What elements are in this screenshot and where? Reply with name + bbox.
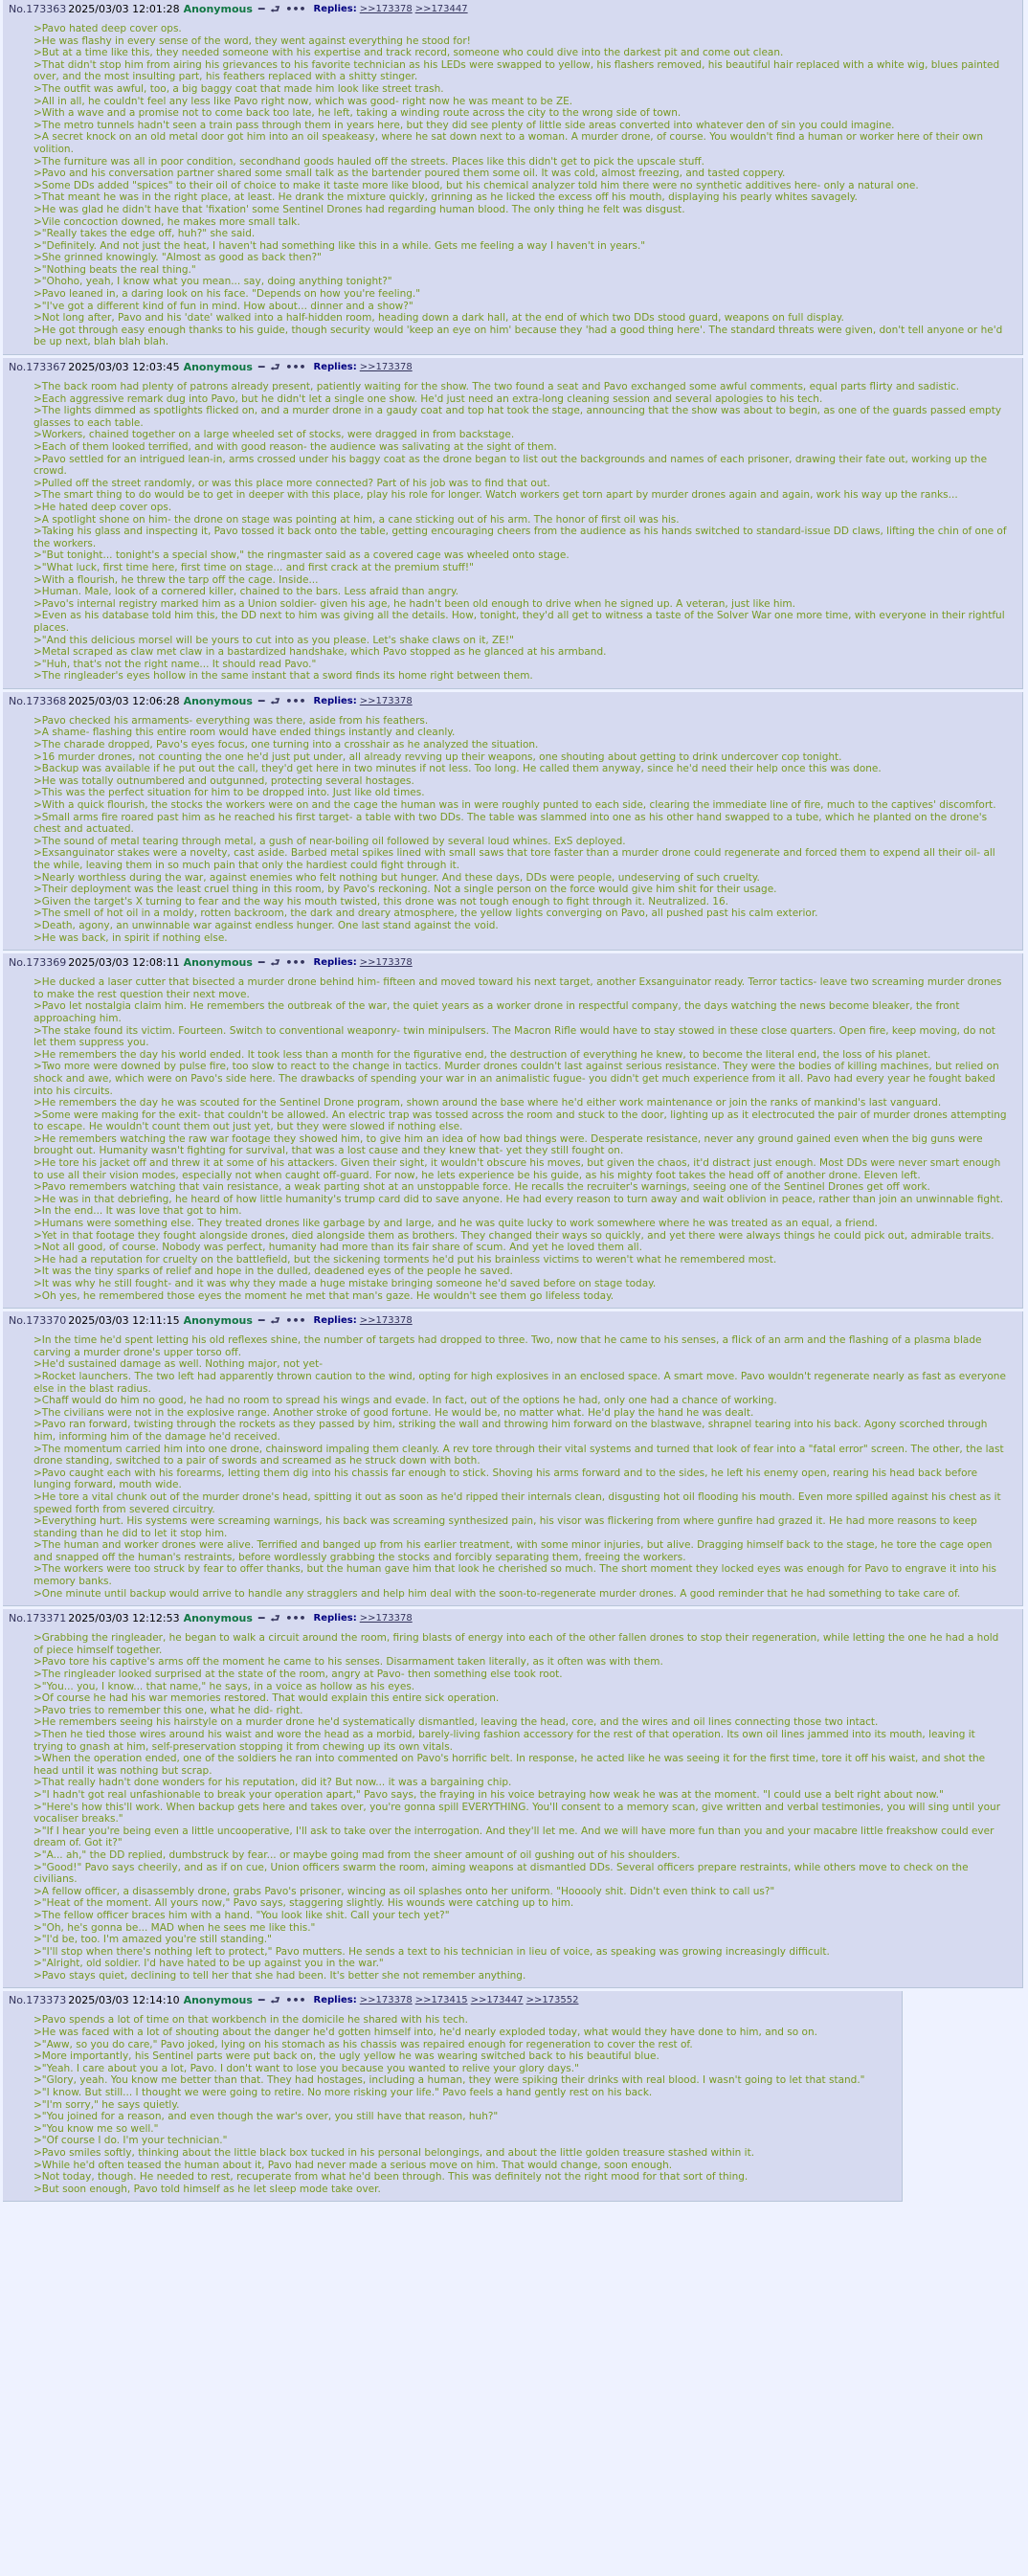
reply-link[interactable]: >>173378 [359, 362, 413, 373]
greentext-line: >"Yeah. I care about you a lot, Pavo. I don't want to lose you because you wanted to relive your glory days." [34, 2062, 579, 2074]
reply-link[interactable]: >>173378 [359, 1613, 413, 1624]
greentext-line: >He remembers watching the raw war footage they showed him, to give him an idea of how bad things were. Desperate resistance, never any ground gained even when the big guns were brought out. Humanity wasn't fighting for survival, that was a lost cause and they knew that- yet they still fought on. [34, 1132, 983, 1157]
greentext-line: >"What luck, first time here, first time on stage... and first crack at the premium stuff!" [34, 561, 474, 573]
more-icon[interactable]: ••• [285, 1314, 306, 1328]
greentext-line: >Even as his database told him this, the DD next to him was giving all the details. How, tonight, they'd all get to witness a taste of the Solver War one more time, with everyone in their rightful places. [34, 610, 1005, 634]
greentext-line: >The back room had plenty of patrons already present, patiently waiting for the show. The two found a seat and Pavo exchanged some awful comments, equal parts flirty and sadistic. [34, 381, 960, 393]
greentext-line: >But soon enough, Pavo told himself as he let sleep mode take over. [34, 2183, 381, 2195]
greentext-line: >The furniture was all in poor condition, secondhand goods hauled off the streets. Places like this didn't get to pick the upscale stuff. [34, 155, 704, 168]
greentext-line: >Metal scraped as claw met claw in a bastardized handshake, which Pavo stopped as he glanced at his armband. [34, 646, 607, 659]
greentext-line: >Their deployment was the least cruel thing in this room, by Pavo's reckoning. Not a single person on the force would give him shit for their usage. [34, 884, 777, 896]
greentext-line: >Nearly worthless during the war, against enemies who felt nothing but hunger. And these days, DDs were people, undeserving of such cruelty. [34, 871, 760, 884]
post-body [34, 715, 1007, 944]
greentext-line: >More importantly, his Sentinel parts were put back on, the ugly yellow he was wearing switched back to his beautiful blue. [34, 2050, 659, 2063]
greentext-line: >Pavo tore his captive's arms off the moment he came to his senses. Disarmament taken literally, as it often was with them. [34, 1656, 663, 1669]
greentext-line: >A shame- flashing this entire room would have ended things instantly and cleanly. [34, 727, 456, 739]
greentext-line: >He was faced with a lot of shouting about the danger he'd gotten himself into, he'd nearly exploded today, what would they have done to him, and so on. [34, 2027, 817, 2039]
post-header [9, 1993, 896, 2008]
greentext-line: >But at a time like this, they needed someone with his expertise and track record, someone who could dive into the darkest pit and come out clean. [34, 47, 784, 59]
greentext-line: >A secret knock on an old metal door got him into an oil speakeasy, where he sat down next to a woman. A murder drone, of course. You wouldn't find a human or worker here of their own volition. [34, 131, 984, 155]
greentext-line: >The ringleader's eyes hollow in the same instant that a sword finds its home right between them. [34, 670, 533, 683]
greentext-line: >The stake found its victim. Fourteen. Switch to conventional weaponry- twin minipulsers. The Macron Rifle would have to stay stowed in these close quarters. Open fire, keep moving, do not let them suppress you. [34, 1024, 995, 1049]
greentext-line: >"I'd be, too. I'm amazed you're still standing." [34, 1934, 272, 1946]
greentext-line: >Yet in that footage they fought alongside drones, died alongside them as brothers. They changed their ways so quickly, and yet there were always things he could pick out, admirable traits. [34, 1229, 994, 1242]
post-number-link[interactable]: No.173371 [9, 1612, 67, 1625]
reply-link[interactable]: >>173552 [525, 1995, 579, 2006]
greentext-line: >The ringleader looked surprised at the state of the room, angry at Pavo- then something else took root. [34, 1669, 563, 1681]
reply-link[interactable]: >>173378 [359, 1995, 413, 2006]
replies-label: Replies: [313, 1995, 357, 2006]
greentext-line: >Exsanguinator stakes were a novelty, cast aside. Barbed metal spikes lined with small saws that tore faster than a murder drone could regenerate and forced them to expend all their oil- all the while, leaving them in so much pain that only the hardiest could fight through it. [34, 847, 995, 871]
greentext-line: >That meant he was in the right place, at least. He drank the mixture quickly, grinning as he licked the excess off his mouth, displaying his pearly whites savagely. [34, 191, 858, 204]
poster-name: Anonymous [183, 3, 253, 15]
greentext-line: >"Aww, so you do care," Pavo joked, lying on his stomach as his chassis was repaired enough for regeneration to cover the rest of. [34, 2038, 693, 2050]
greentext-line: >He'd sustained damage as well. Nothing major, not yet- [34, 1358, 323, 1371]
greentext-line: >Pavo checked his armaments- everything was there, aside from his feathers. [34, 714, 429, 727]
greentext-line: >Backup was available if he put out the call, they'd get here in two minutes if not less. Too long. He called them anyway, since he'd need their help once this was done. [34, 763, 882, 775]
greentext-line: >All in all, he couldn't feel any less like Pavo right now, which was good- right now he was meant to be ZE. [34, 95, 573, 107]
greentext-line: >"But tonight... tonight's a special show," the ringmaster said as a covered cage was wheeled onto stage. [34, 549, 570, 562]
greentext-line: >"I know. But still... I thought we were going to retire. No more risking your life." Pavo feels a hand gently rest on his back. [34, 2087, 653, 2099]
greentext-line: >A spotlight shone on him- the drone on stage was pointing at him, a cane sticking out of his arm. The honor of first oil was his. [34, 513, 680, 526]
greentext-line: >Grabbing the ringleader, he began to walk a circuit around the room, firing blasts of energy into each of the other fallen drones to stop their regeneration, while letting the one he had a hold of piece himself together. [34, 1632, 999, 1656]
greentext-line: >It was the tiny sparks of relief and hope in the dulled, deadened eyes of the people he saved. [34, 1266, 513, 1278]
greentext-line: >Not long after, Pavo and his 'date' walked into a half-hidden room, heading down a dark hall, at the end of which two DDs stood guard, weapons on full display. [34, 312, 844, 325]
post-body [34, 381, 1007, 683]
poster-name: Anonymous [183, 1612, 253, 1625]
more-icon[interactable]: ••• [285, 361, 306, 374]
greentext-line: >Human. Male, look of a cornered killer, chained to the bars. Less afraid than angry. [34, 586, 459, 598]
post-number-link[interactable]: No.173367 [9, 361, 67, 374]
greentext-line: >It was why he still fought- and it was why they made a huge mistake bringing someone he'd saved before on stage today. [34, 1278, 657, 1289]
replies-label: Replies: [313, 4, 357, 14]
post-number-link[interactable]: No.173373 [9, 1994, 67, 2007]
greentext-line: >Pulled off the street randomly, or was this place more connected? Part of his job was to find that out. [34, 477, 550, 489]
greentext-line: >The lights dimmed as spotlights flicked on, and a murder drone in a gaudy coat and top hat took the stage, announcing that the show was about to begin, as one of the guards passed empty glasses to each table. [34, 405, 1002, 429]
return-icon[interactable]: ⮐ [270, 694, 280, 707]
greentext-line: >The charade dropped, Pavo's eyes focus, one turning into a crosshair as he analyzed the situation. [34, 739, 539, 751]
return-icon[interactable]: ⮐ [270, 1314, 280, 1328]
greentext-line: >He hated deep cover ops. [34, 501, 172, 513]
greentext-line: >Taking his glass and inspecting it, Pavo tossed it back onto the table, getting encouraging cheers from the audience as his hands switched to standard-issue DD claws, lifting the chin of one of the workers. [34, 526, 1007, 549]
greentext-line: >Not today, though. He needed to rest, recuperate from what he'd been through. This was definitely not the right mood for that sort of thing. [34, 2171, 749, 2184]
reply-link[interactable]: >>173378 [359, 1315, 413, 1327]
greentext-line: >"Here's how this'll work. When backup gets here and takes over, you're gonna spill EVERYTHING. You'll consent to a memory scan, give written and verbal testimonies, you will sing until your vocaliser breaks." [34, 1801, 1001, 1826]
greentext-line: >Pavo settled for an intrigued lean-in, arms crossed under his baggy coat as the drone began to list out the backgrounds and names of each prisoner, drawing their fate out, working up the crowd. [34, 453, 988, 478]
return-icon[interactable]: ⮐ [270, 1612, 280, 1625]
greentext-line: >He was totally outnumbered and outgunned, protecting several hostages. [34, 774, 414, 787]
greentext-line: >Pavo stays quiet, declining to tell her that she had been. It's better she not remember anything. [34, 1969, 526, 1982]
post-date: 2025/03/03 12:06:28 [68, 694, 180, 707]
greentext-line: >He got through easy enough thanks to his guide, though security would 'keep an eye on him' because they 'had a good thing here'. The standard threats were given, don't tell anyone or he'd be up next, blah blah blah. [34, 324, 1003, 348]
poster-name: Anonymous [183, 1994, 253, 2007]
greentext-line: >"If I hear you're being even a little uncooperative, I'll ask to take over the interrogation. And they'll let me. And we will have more fun than you and your macabre little freakshow could ever dream of. Got it?" [34, 1825, 994, 1849]
greentext-line: >Pavo smiles softly, thinking about the little black box tucked in his personal belongings, and about the little golden treasure stashed within it. [34, 2147, 755, 2159]
greentext-line: >The outfit was awful, too, a big baggy coat that made him look like street trash. [34, 82, 444, 95]
reply-post [3, 358, 1023, 689]
post-date: 2025/03/03 12:11:15 [68, 1314, 180, 1328]
reply-post [3, 1609, 1023, 1988]
reply-post [3, 1991, 903, 2202]
post-date: 2025/03/03 12:12:53 [68, 1612, 180, 1625]
reply-post [3, 953, 1023, 1309]
greentext-line: >Death, agony, an unwinnable war against endless hunger. One last stand against the void. [34, 919, 499, 931]
greentext-line: >Pavo's internal registry marked him as a Union soldier- given his age, he hadn't been old enough to drive when he signed up. A veteran, just like him. [34, 597, 796, 610]
more-icon[interactable]: ••• [285, 1612, 306, 1625]
greentext-line: >"I'll stop when there's nothing left to protect," Pavo mutters. He sends a text to his technician in lieu of voice, as speaking was growing increasingly difficult. [34, 1945, 830, 1958]
greentext-line: >"Good!" Pavo says cheerily, and as if on cue, Union officers swarm the room, aiming weapons at dismantled DDs. Several officers prepare restraints, while others move to check on the civilians. [34, 1861, 969, 1886]
greentext-line: >Pavo let nostalgia claim him. He remembers the outbreak of the war, the quiet years as a worker drone in respectful company, the days watching the news become bleaker, the front approaching him. [34, 1000, 960, 1024]
greentext-line: >Pavo and his conversation partner shared some small talk as the bartender poured them some oil. It was cold, almost freezing, and tasted coppery. [34, 168, 786, 180]
greentext-line: >One minute until backup would arrive to handle any stragglers and help him deal with the soon-to-regenerate murder drones. A good reminder that he had something to take care of. [34, 1587, 961, 1600]
greentext-line: >"I'm sorry," he says quietly. [34, 2098, 180, 2111]
post-number-link[interactable]: No.173370 [9, 1314, 67, 1328]
post-date: 2025/03/03 12:03:45 [68, 361, 180, 374]
post-number-link[interactable]: No.173369 [9, 956, 67, 970]
greentext-line: >Of course he had his war memories restored. That would explain this entire sick operation. [34, 1692, 500, 1705]
post-header [9, 360, 1017, 375]
greentext-line: >"Ohoho, yeah, I know what you mean... say, doing anything tonight?" [34, 276, 392, 288]
replies-label: Replies: [313, 1315, 357, 1327]
greentext-line: >He was back, in spirit if nothing else. [34, 931, 228, 944]
poster-name: Anonymous [183, 1314, 253, 1328]
greentext-line: >Given the target's X turning to fear and the way his mouth twisted, this drone was not tough enough to fight through it. Neutralized. 16. [34, 895, 728, 907]
post-date: 2025/03/03 12:08:11 [68, 956, 180, 970]
greentext-line: >The sound of metal tearing through metal, a gush of near-boiling oil followed by several loud whines. ExS deployed. [34, 835, 626, 847]
return-icon[interactable]: ⮐ [270, 1994, 280, 2007]
greentext-line: >Vile concoction downed, he makes more small talk. [34, 215, 301, 228]
greentext-line: >Some were making for the exit- that couldn't be allowed. An electric trap was tossed across the room and stuck to the door, lighting up as it electrocuted the pair of murder drones attempting to escape. He wouldn't count them out just yet, but they were slowed if nothing else. [34, 1109, 1007, 1133]
greentext-line: >The smell of hot oil in a moldy, rotten backroom, the dark and dreary atmosphere, the yellow lights converging on Pavo, all pushed past his calm exterior. [34, 907, 818, 920]
return-icon[interactable]: ⮐ [270, 956, 280, 970]
greentext-line: >He remembers the day he was scouted for the Sentinel Drone program, shown around the base where he'd either work maintenance or join the ranks of mankind's last vanguard. [34, 1097, 942, 1109]
greentext-line: >With a wave and a promise not to come back too late, he left, taking a winding route across the city to the wrong side of town. [34, 107, 682, 120]
greentext-line: >"I've got a different kind of fun in mind. How about... dinner and a show?" [34, 300, 413, 312]
post-body [34, 23, 1007, 348]
post-header [9, 1313, 1017, 1329]
greentext-line: >The momentum carried him into one drone, chainsword impaling them cleanly. A rev tore through their vital systems and turned that look of fear into a "fatal error" screen. The other, the last drone standing, switched to a pair of swords and screamed as he struck down with both. [34, 1443, 1004, 1467]
minus-icon[interactable]: ━ [257, 3, 265, 15]
greentext-line: >Rocket launchers. The two left had apparently thrown caution to the wind, opting for high explosives in an enclosed space. A smart move. Pavo wouldn't regenerate nearly as fast as everyone else in the blast radius. [34, 1370, 1006, 1395]
greentext-line: >A fellow officer, a disassembly drone, grabs Pavo's prisoner, wincing as oil splashes onto her uniform. "Hooooly shit. Didn't even think to call us?" [34, 1885, 775, 1897]
post-header [9, 1611, 1017, 1626]
greentext-line: >Humans were something else. They treated drones like garbage by and large, and he was quite lucky to work somewhere where he was treated as an equal, a friend. [34, 1218, 878, 1230]
greentext-line: >The civilians were not in the explosive range. Another stroke of good fortune. He would be, no matter what. He'd play the hand he was dealt. [34, 1406, 754, 1419]
greentext-line: >Pavo hated deep cover ops. [34, 23, 182, 34]
greentext-line: >Pavo caught each with his forearms, letting them dig into his chassis far enough to stick. Shoving his arms forward and to the sides, he left his enemy open, rearing his head back before lunging forward, mouth wide. [34, 1467, 978, 1491]
reply-link[interactable]: >>173378 [359, 695, 413, 706]
post-body [34, 976, 1007, 1302]
greentext-line: >"Definitely. And not just the heat, I haven't had something like this in a while. Gets me feeling a way I haven't in years." [34, 239, 646, 252]
greentext-line: >"You joined for a reason, and even though the war's over, you still have that reason, huh?" [34, 2111, 499, 2123]
greentext-line: >He tore a vital chunk out of the murder drone's head, spitting it out as soon as he'd ripped their internals clean, disgusting hot oil flooding his mouth. Even more spilled against his chest as it spewed forth from severed circuitry. [34, 1490, 1001, 1515]
return-icon[interactable]: ⮐ [270, 3, 280, 15]
reply-link[interactable]: >>173447 [414, 4, 468, 14]
greentext-line: >Each aggressive remark dug into Pavo, but he didn't let a single one show. He'd just need an extra-long cleaning session and several apologies to his tech. [34, 392, 823, 405]
greentext-line: >Then he tied those wires around his waist and wore the head as a morbid, barely-living fashion accessory for the rest of that operation. Its own oil lines jammed into its mouth, leaving it trying to gnash at him, self-preservation stopping it from chewing up its own vitals. [34, 1729, 975, 1753]
greentext-line: >He tore his jacket off and threw it at some of his attackers. Given their sight, it wouldn't obscure his moves, but given the chaos, it'd distract just enough. Most DDs were never smart enough to use all their vision modes, especially not when caught off-guard. For now, he lets experience be his guide, as his mighty foot takes the head off of another drone. Eleven left. [34, 1157, 1001, 1181]
minus-icon[interactable]: ━ [257, 956, 265, 970]
post-number-link[interactable]: No.173363 [9, 3, 67, 15]
greentext-line: >In the end... It was love that got to him. [34, 1205, 242, 1218]
minus-icon[interactable]: ━ [257, 1994, 265, 2007]
more-icon[interactable]: ••• [285, 956, 306, 970]
poster-name: Anonymous [183, 361, 253, 374]
poster-name: Anonymous [183, 956, 253, 970]
post-date: 2025/03/03 12:14:10 [68, 1994, 180, 2007]
reply-link[interactable]: >>173378 [359, 4, 413, 14]
greentext-line: >Small arms fire roared past him as he reached his first target- a table with two DDs. The table was slammed into one as his other hand swapped to a tube, which he planted on the drone's chest and actuated. [34, 811, 988, 836]
greentext-line: >"Alright, old soldier. I'd have hated to be up against you in the war." [34, 1958, 384, 1970]
reply-post [3, 1311, 1023, 1606]
greentext-line: >"Glory, yeah. You know me better than that. They had hostages, including a human, they were spiking their drinks with real blood. I wasn't going to let that stand." [34, 2074, 865, 2087]
post-header [9, 694, 1017, 709]
greentext-line: >"And this delicious morsel will be yours to cut into as you please. Let's shake claws on it, ZE!" [34, 634, 514, 646]
greentext-line: >"Really takes the edge off, huh?" she said. [34, 228, 256, 240]
greentext-line: >The workers were too struck by fear to offer thanks, but the human gave him that look he cherished so much. The short moment they locked eyes was enough for Pavo to engrave it into his memory banks. [34, 1563, 996, 1588]
greentext-line: >Not all good, of course. Nobody was perfect, humanity had more than its fair share of scum. And yet he loved them all. [34, 1242, 642, 1254]
greentext-line: >Pavo tries to remember this one, what he did- right. [34, 1704, 303, 1716]
greentext-line: >16 murder drones, not counting the one he'd just put under, all already revving up their weapons, one shouting about getting to drink undercover cop tonight. [34, 750, 842, 763]
reply-post [3, 0, 1023, 355]
greentext-line: >That really hadn't done wonders for his reputation, did it? But now... it was a bargaining chip. [34, 1777, 512, 1789]
greentext-line: >Some DDs added "spices" to their oil of choice to make it taste more like blood, but his chemical analyzer told him there were no synthetic additives here- only a natural one. [34, 179, 919, 191]
greentext-line: >"A... ah," the DD replied, dumbstruck by fear... or maybe going mad from the sheer amount of oil gushing out of his shoulders. [34, 1848, 681, 1861]
greentext-line: >"I hadn't got real unfashionable to break your operation apart," Pavo says, the fraying in his voice betraying how weak he was at the moment. "I could use a belt right about now." [34, 1788, 944, 1801]
greentext-line: >"You... you, I know... that name," he says, in a voice as hollow as his eyes. [34, 1680, 415, 1692]
greentext-line: >"You know me so well." [34, 2122, 159, 2135]
post-date: 2025/03/03 12:01:28 [68, 3, 180, 15]
reply-link[interactable]: >>173415 [414, 1995, 468, 2006]
greentext-line: >This was the perfect situation for him to be dropped into. Just like old times. [34, 787, 425, 799]
post-body [34, 1632, 1007, 1982]
more-icon[interactable]: ••• [285, 1994, 306, 2007]
post-header [9, 2, 1017, 17]
greentext-line: >"Oh, he's gonna be... MAD when he sees me like this." [34, 1921, 316, 1934]
reply-link[interactable]: >>173447 [470, 1995, 524, 2006]
greentext-line: >She grinned knowingly. "Almost as good as back then?" [34, 252, 322, 264]
greentext-line: >When the operation ended, one of the soldiers he ran into commented on Pavo's horrific belt. In response, he acted like he was seeing it for the first time, tore it off his waist, and shot the head until it was nothing but scrap. [34, 1753, 986, 1777]
replies-label: Replies: [313, 362, 357, 373]
greentext-line: >Workers, chained together on a large wheeled set of stocks, were dragged in from backstage. [34, 429, 515, 441]
greentext-line: >Everything hurt. His systems were screaming warnings, his back was screaming synthesized pain, his visor was flickering from where gunfire had grazed it. He had more reasons to keep standing than he did to let it stop him. [34, 1515, 977, 1539]
greentext-line: >He had a reputation for cruelty on the battlefield, but the sickening torments he'd put his brainless victims to weren't what he remembered most. [34, 1253, 777, 1266]
greentext-line: >"Huh, that's not the right name... It should read Pavo." [34, 658, 317, 670]
return-icon[interactable]: ⮐ [270, 361, 280, 374]
replies-label: Replies: [313, 957, 357, 969]
greentext-line: >"Heat of the moment. All yours now," Pavo says, staggering slightly. His wounds were catching up to him. [34, 1897, 574, 1910]
greentext-line: >The fellow officer braces him with a hand. "You look like shit. Call your tech yet?" [34, 1909, 450, 1921]
greentext-line: >"Nothing beats the real thing." [34, 263, 196, 276]
greentext-line: >He remembers the day his world ended. It took less than a month for the figurative end, the destruction of everything he knew, to become the literal end, the loss of his planet. [34, 1048, 931, 1061]
greentext-line: >He remembers seeing his hairstyle on a murder drone he'd systematically dismantled, leaving the head, core, and the wires and oil lines connecting those two intact. [34, 1716, 879, 1729]
greentext-line: >The smart thing to do would be to get in deeper with this place, play his role for longer. Watch workers get torn apart by murder drones again and again, work his way up the ranks... [34, 489, 958, 502]
greentext-line: >Pavo remembers watching that vain resistance, a weak parting shot at an unstoppable force. He recalls the recruiter's warnings, seeing one of the Sentinel Drones get off work. [34, 1181, 930, 1194]
greentext-line: >Oh yes, he remembered those eyes the moment he met that man's gaze. He wouldn't see them go lifeless today. [34, 1289, 615, 1302]
post-number-link[interactable]: No.173368 [9, 694, 67, 707]
greentext-line: >He was glad he didn't have that 'fixation' some Sentinel Drones had regarding human blood. The only thing he felt was disgust. [34, 203, 685, 215]
minus-icon[interactable]: ━ [257, 361, 265, 374]
minus-icon[interactable]: ━ [257, 1314, 265, 1328]
reply-link[interactable]: >>173378 [359, 957, 413, 969]
greentext-line: >The metro tunnels hadn't seen a train pass through them in years here, but they did see plenty of little side areas converted into whatever den of sin you could imagine. [34, 119, 895, 131]
greentext-line: >Pavo spends a lot of time on that workbench in the domicile he shared with his tech. [34, 2014, 468, 2027]
greentext-line: >The human and worker drones were alive. Terrified and banged up from his earlier treatment, with some minor injuries, but alive. Dragging himself back to the stage, he tore the cage open and snapped off the human's restraints, before wordlessly grabbing the stocks and forcibly separating them, freeing the workers. [34, 1539, 993, 1563]
greentext-line: >With a quick flourish, the stocks the workers were on and the cage the human was in were roughly punted to each side, clearing the immediate line of fire, much to the captives' discomfort. [34, 799, 996, 812]
more-icon[interactable]: ••• [285, 694, 306, 707]
greentext-line: >With a flourish, he threw the tarp off the cage. Inside... [34, 573, 319, 586]
reply-post [3, 692, 1023, 951]
post-body [34, 1334, 1007, 1600]
minus-icon[interactable]: ━ [257, 694, 265, 707]
minus-icon[interactable]: ━ [257, 1612, 265, 1625]
greentext-line: >Two more were downed by pulse fire, too slow to react to the change in tactics. Murder drones couldn't last against serious resistance. They were the bodies of killing machines, but relied on shock and awe, which were on Pavo's side here. The drawbacks of spending your war in an animalistic fugue- you didn't get much experience from it all. Pavo had every year he fought baked into his circuits. [34, 1061, 999, 1097]
greentext-line: >Each of them looked terrified, and with good reason- the audience was salivating at the sight of them. [34, 441, 557, 453]
greentext-line: >He was in that debriefing, he heard of how little humanity's trump card did to save anyone. He had every reason to turn away and wait oblivion in peace, rather than join an unwinnable fight. [34, 1193, 1004, 1205]
greentext-line: >Pavo ran forward, twisting through the rockets as they passed by him, striking the wall and throwing him forward on the blastwave, shrapnel tearing into his back. Agony scorched through him, informing him of the damage he'd received. [34, 1419, 988, 1443]
greentext-line: >While he'd often teased the human about it, Pavo had never made a serious move on him. That would change, soon enough. [34, 2159, 673, 2171]
post-body [34, 2014, 886, 2195]
greentext-line: >He ducked a laser cutter that bisected a murder drone behind him- fifteen and moved toward his next target, another Exsanguinator ready. Terror tactics- leave two screaming murder drones to make the rest question their next move. [34, 976, 1002, 1000]
poster-name: Anonymous [183, 694, 253, 707]
greentext-line: >"Of course I do. I'm your technician." [34, 2135, 228, 2147]
greentext-line: >Pavo leaned in, a daring look on his face. "Depends on how you're feeling." [34, 288, 421, 301]
greentext-line: >He was flashy in every sense of the word, they went against everything he stood for! [34, 34, 471, 47]
post-header [9, 955, 1017, 971]
greentext-line: >In the time he'd spent letting his old reflexes shine, the number of targets had dropped to three. Two, now that he came to his senses, a flick of an arm and the flashing of a plasma blade carving a murder drone's upper torso off. [34, 1334, 982, 1358]
greentext-line: >Chaff would do him no good, he had no room to spread his wings and evade. In fact, out of the options he had, only one had a chance of working. [34, 1395, 777, 1407]
replies-label: Replies: [313, 695, 357, 706]
greentext-line: >That didn't stop him from airing his grievances to his favorite technician as his LEDs were swapped to yellow, his flashers removed, his beautiful hair replaced with a white wig, blues painted over, and the most insulting part, his feathers replaced with a shitty stinger. [34, 58, 1000, 83]
more-icon[interactable]: ••• [285, 3, 306, 15]
replies-label: Replies: [313, 1613, 357, 1624]
